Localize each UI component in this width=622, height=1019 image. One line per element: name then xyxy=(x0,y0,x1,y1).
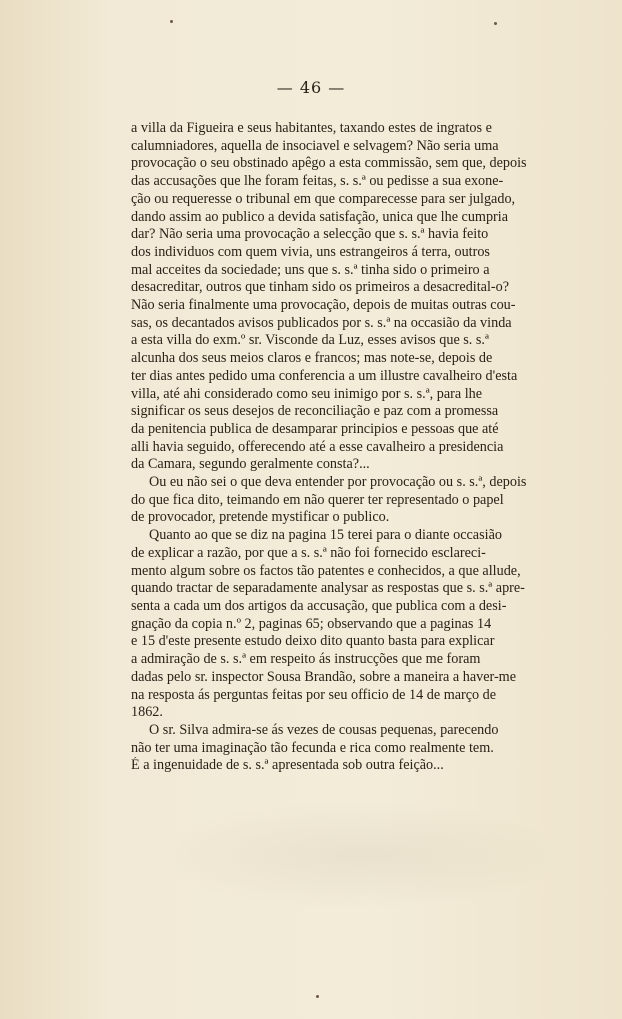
paper-speck xyxy=(316,995,319,998)
text-line: dos individuos com quem vivia, uns estrangeiros á terra, outros xyxy=(131,243,490,260)
paper-speck xyxy=(170,20,173,23)
text-line: gnação da copia n.º 2, paginas 65; observando que a paginas 14 xyxy=(131,615,492,632)
text-line: e 15 d'este presente estudo deixo dito quanto basta para explicar xyxy=(131,633,495,650)
text-line: das accusações que lhe foram feitas, s. s.ª ou pedisse a sua exone- xyxy=(131,173,504,190)
paper-speck xyxy=(494,22,497,25)
text-line: na resposta ás perguntas feitas por seu officio de 14 de março de xyxy=(131,686,497,703)
body-text xyxy=(131,120,584,775)
text-line: a villa da Figueira e seus habitantes, taxando estes de ingratos e xyxy=(131,120,492,136)
text-line: alli havia seguido, offerecendo até a esse cavalheiro a presidencia xyxy=(131,438,504,455)
text-line: da Camara, segundo geralmente consta?... xyxy=(131,456,370,473)
text-line: mento algum sobre os factos tão patentes e conhecidos, a que allude, xyxy=(131,562,521,579)
text-line: dadas pelo sr. inspector Sousa Brandão, sobre a maneira a haver-me xyxy=(131,668,517,685)
text-line: 1862. xyxy=(131,704,163,721)
text-line: dar? Não seria uma provocação a selecção que s. s.ª havia feito xyxy=(131,226,489,243)
text-line: senta a cada um dos artigos da accusação, que publica com a desi- xyxy=(131,597,507,614)
text-line: ção ou requeresse o tribunal em que comparecesse para ser julgado, xyxy=(131,190,516,207)
text-line: de explicar a razão, por que a s. s.ª não foi fornecido esclareci- xyxy=(131,544,486,561)
text-line: calumniadores, aquella de insociavel e selvagem? Não seria uma xyxy=(131,137,499,154)
text-line: a esta villa do exm.º sr. Visconde da Luz, esses avisos que s. s.ª xyxy=(131,332,489,349)
text-line: desacreditar, outros que tinham sido os primeiros a desacredital-o? xyxy=(131,279,510,296)
text-line: sas, os decantados avisos publicados por s. s.ª na occasião da vinda xyxy=(131,314,512,331)
text-line: significar os seus desejos de reconciliação e paz com a promessa xyxy=(131,403,499,420)
text-line: alcunha dos seus meios claros e francos; mas note-se, depois de xyxy=(131,350,493,367)
text-line: Quanto ao que se diz na pagina 15 terei para o diante occasião xyxy=(149,527,502,544)
text-line: provocação o seu obstinado apêgo a esta commissão, sem que, depois xyxy=(131,155,527,172)
text-line: da penitencia publica de desamparar principios e pessoas que até xyxy=(131,420,499,437)
text-line: de provocador, pretende mystificar o publico. xyxy=(131,509,390,526)
text-line: dando assim ao publico a devida satisfação, unica que lhe cumpria xyxy=(131,208,509,225)
text-line: ter dias antes pedido uma conferencia a um illustre cavalheiro d'esta xyxy=(131,367,518,384)
text-line: O sr. Silva admira-se ás vezes de cousas pequenas, parecendo xyxy=(149,721,499,738)
page-number: — 46 — xyxy=(276,78,346,97)
text-line: a admiração de s. s.ª em respeito ás instrucções que me foram xyxy=(131,651,481,668)
text-line: Ou eu não sei o que deva entender por provocação ou s. s.ª, depois xyxy=(149,474,527,491)
bleed-through-smudge xyxy=(150,800,570,910)
text-line: Não seria finalmente uma provocação, depois de muitas outras cou- xyxy=(131,297,516,314)
text-line: É a ingenuidade de s. s.ª apresentada sob outra feição... xyxy=(131,757,444,774)
text-line: não ter uma imaginação tão fecunda e rica como realmente tem. xyxy=(131,739,494,756)
text-line: quando tractar de separadamente analysar as respostas que s. s.ª apre- xyxy=(131,580,525,597)
text-line: villa, até ahi considerado como seu inimigo por s. s.ª, para lhe xyxy=(131,385,483,402)
text-line: do que fica dito, teimando em não querer ter representado o papel xyxy=(131,491,504,508)
text-line: mal acceites da sociedade; uns que s. s.ª tinha sido o primeiro a xyxy=(131,261,490,278)
